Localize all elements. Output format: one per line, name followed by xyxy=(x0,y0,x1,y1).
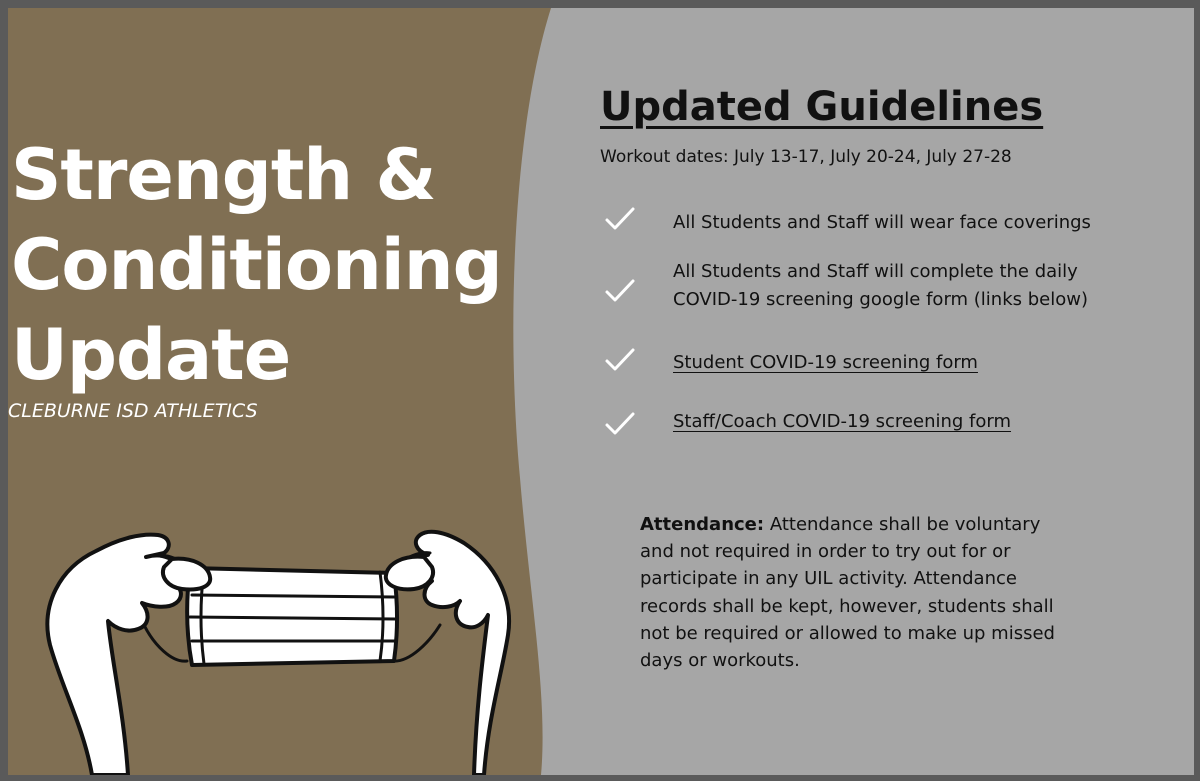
guideline-face-coverings xyxy=(673,209,1091,237)
title-line-3: Update xyxy=(11,314,291,396)
checkmark-icon xyxy=(604,411,636,437)
title-line-2: Conditioning xyxy=(11,224,502,306)
checkmark-icon xyxy=(604,206,636,232)
hands-holding-face-mask-icon xyxy=(32,513,547,775)
student-screening-form-link[interactable]: Student COVID-19 screening form xyxy=(673,352,978,373)
title-line-1: Strength & xyxy=(11,134,436,216)
attendance-text: Attendance shall be voluntary and not required in order to try out for or participate in any UIL activity. Attendance records shall be kept, however, students shall not be required or allowed to make up missed days or workouts. xyxy=(640,514,1055,672)
page-title xyxy=(11,130,531,400)
guideline-daily-screening xyxy=(673,258,1088,314)
attendance-paragraph xyxy=(640,511,1060,674)
subtitle: CLEBURNE ISD ATHLETICS xyxy=(8,400,258,422)
guideline-text-line-1: All Students and Staff will complete the daily xyxy=(673,261,1078,282)
guidelines-heading: Updated Guidelines xyxy=(600,84,1044,130)
guideline-text: All Students and Staff will wear face coverings xyxy=(673,212,1091,233)
attendance-label: Attendance: xyxy=(640,514,765,535)
workout-dates: Workout dates: July 13-17, July 20-24, July 27-28 xyxy=(600,147,1012,167)
checkmark-icon xyxy=(604,278,636,304)
staff-coach-screening-form-link[interactable]: Staff/Coach COVID-19 screening form xyxy=(673,411,1012,432)
guideline-text-line-2: COVID-19 screening google form (links below) xyxy=(673,289,1088,310)
checkmark-icon xyxy=(604,347,636,373)
slide-canvas xyxy=(8,8,1194,775)
